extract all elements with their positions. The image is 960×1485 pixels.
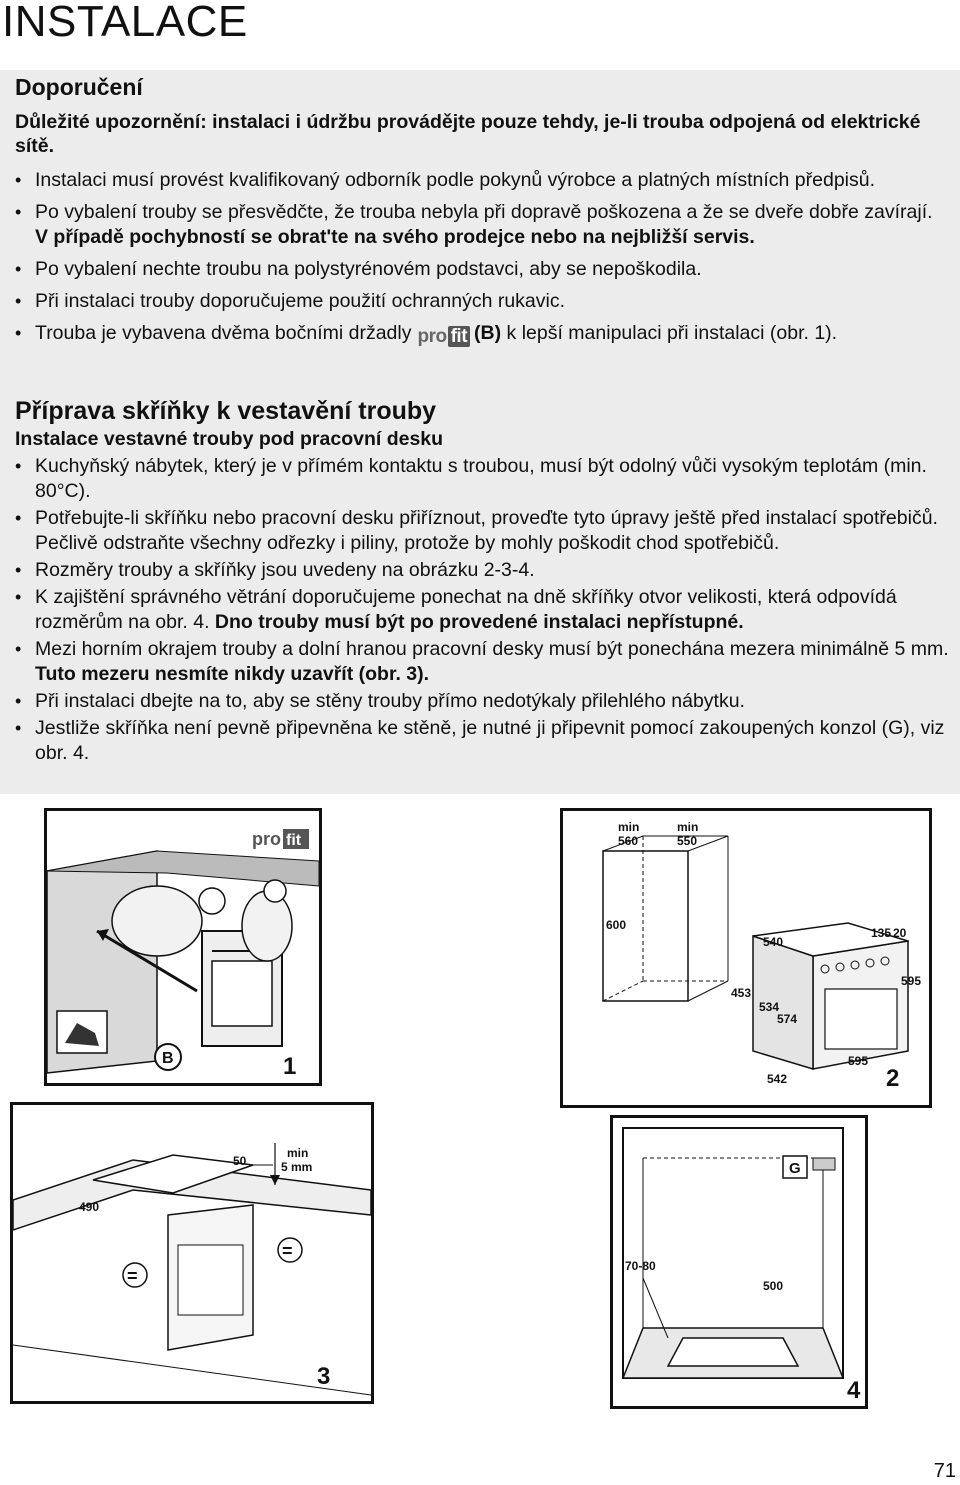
list-item: • Kuchyňský nábytek, který je v přímém kontaktu s troubou, musí být odolný vůči vysokým teplotám (min. 80°C).	[15, 454, 950, 504]
list-item: • Instalaci musí provést kvalifikovaný odborník podle pokynů výrobce a platných místních předpisů.	[15, 168, 950, 193]
svg-text:min: min	[618, 820, 640, 834]
svg-text:pro: pro	[252, 829, 281, 849]
emphasis-text: V případě pochybností se obrat'te na svého prodejce nebo na nejbližší servis.	[35, 226, 755, 248]
svg-text:G: G	[789, 1160, 801, 1177]
svg-text:135: 135	[871, 926, 892, 940]
oven-lifting-illustration	[47, 811, 319, 1083]
list-item: • Potřebujte-li skříňku nebo pracovní desku přiříznout, proveďte tyto úpravy ještě před instalací spotřebičů. Pečlivě odstraňte všechny odřezky i piliny, protože by mohly poškodit chod spotřebičů.	[15, 506, 950, 556]
figure-number: 4	[847, 1377, 861, 1404]
list-item: • Trouba je vybavena dvěma bočními držadly pro fit (B) k lepší manipulaci při instalaci (obr. 1).	[15, 321, 950, 349]
list-item: • K zajištění správného větrání doporučujeme ponechat na dně skříňky otvor velikosti, která odpovídá rozměrům na obr. 4. Dno trouby musí být po provedené instalaci nepřístupné.	[15, 585, 950, 635]
worktop-clearance-drawing	[13, 1105, 371, 1401]
svg-text:453: 453	[731, 986, 752, 1000]
svg-text:542: 542	[767, 1072, 788, 1086]
svg-text:595: 595	[901, 974, 922, 988]
emphasis-text: Dno trouby musí být po provedené instalaci nepřístupné.	[214, 611, 744, 633]
list-item: • Jestliže skříňka není pevně připevněna ke stěně, je nutné ji připevnit pomocí zakoupených konzol (G), viz obr. 4.	[15, 716, 950, 766]
cabinet-ventilation-drawing	[613, 1118, 865, 1406]
bracket-icon	[813, 1158, 835, 1170]
figure-number: 1	[283, 1053, 297, 1080]
figure-number: 3	[317, 1363, 331, 1390]
list-item: • Rozměry trouby a skříňky jsou uvedeny na obrázku 2-3-4.	[15, 558, 950, 583]
list-item: • Při instalaci trouby doporučujeme použití ochranných rukavic.	[15, 289, 950, 314]
svg-text:70-80: 70-80	[625, 1259, 656, 1273]
emphasis-text: Tuto mezeru nesmíte nikdy uzavřít (obr. 3).	[35, 663, 430, 685]
handle-label: (B)	[474, 322, 502, 344]
svg-text:20: 20	[893, 926, 907, 940]
svg-text:=: =	[282, 1241, 293, 1261]
svg-text:min: min	[677, 820, 699, 834]
svg-text:5 mm: 5 mm	[281, 1160, 313, 1174]
svg-text:500: 500	[763, 1279, 784, 1293]
svg-text:min: min	[287, 1146, 309, 1160]
recommendations-title: Doporučení	[15, 74, 143, 100]
figure-3-clearance	[10, 1102, 374, 1404]
svg-text:490: 490	[79, 1200, 100, 1214]
preparation-title: Příprava skříňky k vestavění trouby	[15, 397, 437, 425]
svg-text:595: 595	[848, 1054, 869, 1068]
svg-text:B: B	[162, 1050, 174, 1067]
ventilation-opening	[668, 1338, 798, 1366]
figure-1-illustration	[44, 808, 322, 1086]
svg-text:540: 540	[763, 935, 784, 949]
svg-text:534: 534	[759, 1000, 780, 1014]
figure-number: 2	[886, 1065, 900, 1092]
svg-text:560: 560	[618, 834, 639, 848]
list-item: • Po vybalení trouby se přesvědčte, že trouba nebyla při dopravě poškozena a že se dveře dobře zavírají. V případě pochybností se obrat'te na svého prodejce nebo na nejbližší servis.	[15, 200, 950, 250]
list-item: • Mezi horním okrajem trouby a dolní hranou pracovní desky musí být ponechána mezera minimálně 5 mm. Tuto mezeru nesmíte nikdy uzavřít (obr. 3).	[15, 637, 950, 687]
page-number: 71	[933, 1460, 956, 1482]
svg-text:fit: fit	[286, 832, 302, 849]
figure-4-ventilation	[610, 1115, 868, 1409]
list-item: • Po vybalení nechte troubu na polystyrénovém podstavci, aby se nepoškodila.	[15, 257, 950, 282]
svg-text:=: =	[127, 1266, 138, 1286]
profit-logo: pro fit	[417, 324, 470, 349]
instructions-panel	[0, 70, 960, 794]
installer-figure	[112, 886, 202, 956]
list-item: • Při instalaci dbejte na to, aby se stěny trouby přímo nedotýkaly přilehlého nábytku.	[15, 689, 950, 714]
figure-2-dimensions	[560, 808, 932, 1108]
svg-text:574: 574	[777, 1012, 798, 1026]
preparation-subtitle: Instalace vestavné trouby pod pracovní desku	[15, 428, 444, 450]
recommendations-list	[15, 168, 950, 356]
svg-text:50: 50	[233, 1154, 247, 1168]
page-heading: INSTALACE	[2, 0, 248, 46]
preparation-list	[15, 454, 950, 768]
oven-cabinet-dimensions-drawing	[563, 811, 929, 1105]
svg-text:550: 550	[677, 834, 698, 848]
svg-text:600: 600	[606, 918, 627, 932]
safety-warning: Důležité upozornění: instalaci i údržbu provádějte pouze tehdy, je-li trouba odpojená od elektrické sítě.	[15, 111, 921, 157]
